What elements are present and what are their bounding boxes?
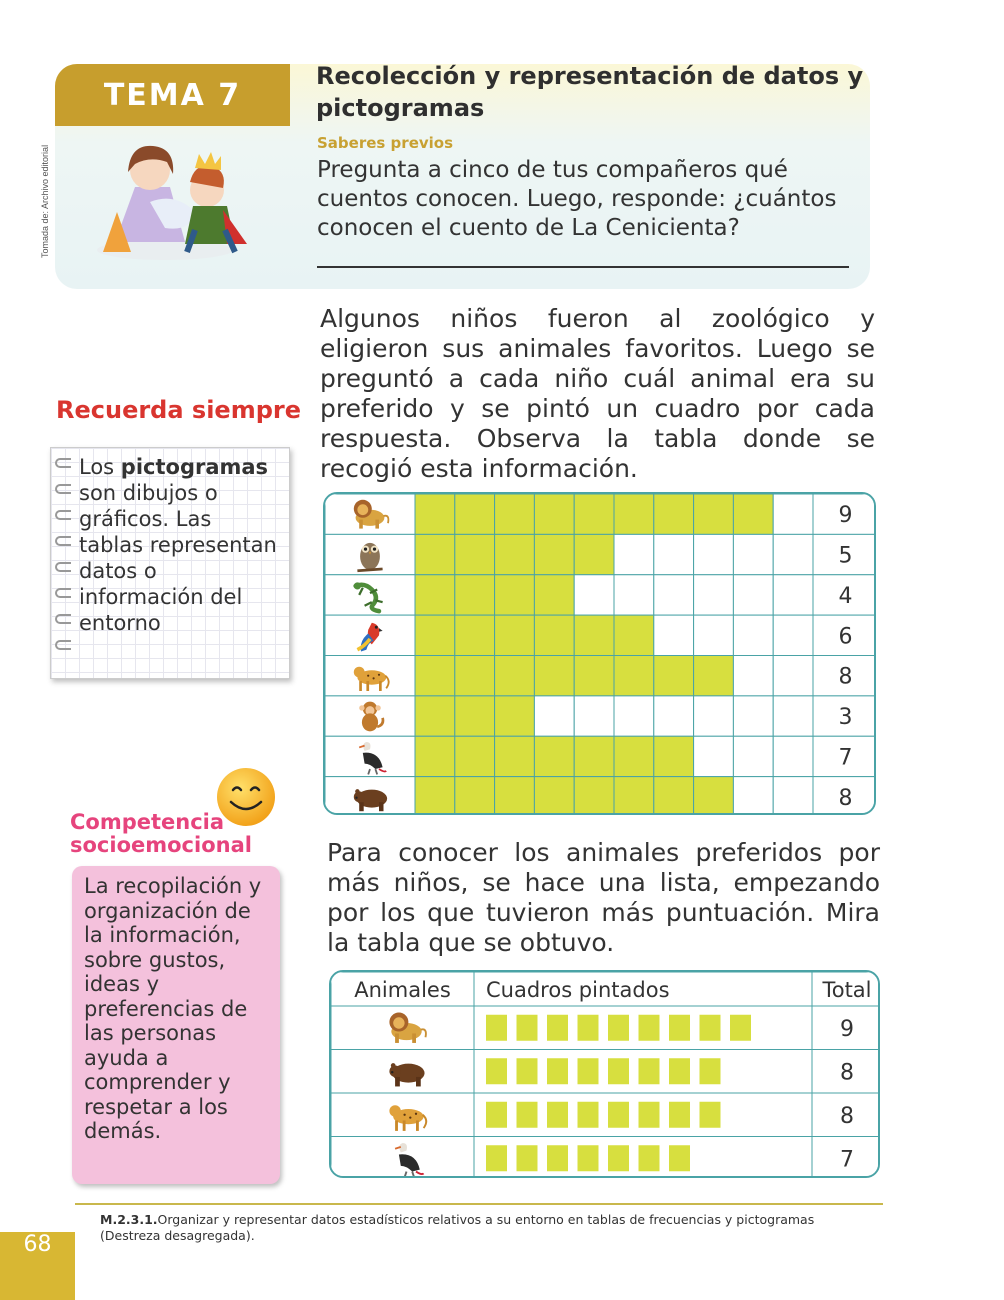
grid-cell-filled [574, 777, 614, 815]
painted-square [608, 1102, 629, 1128]
grid-cell-filled [694, 777, 734, 815]
grid-cell-filled [415, 575, 455, 615]
competencia-box: La recopilación y organización de la información, sobre gustos, ideas y preferencias de las personas ayuda a comprender y respetar a los demás. [72, 866, 280, 1184]
grid-cell-empty [773, 736, 813, 776]
painted-square [517, 1145, 538, 1171]
painted-square [700, 1102, 721, 1128]
grid-cell-empty [614, 534, 654, 574]
recuerda-keyword: pictogramas [120, 455, 269, 479]
grid-cell-empty [614, 696, 654, 736]
grid-cell-filled [654, 777, 694, 815]
grid-cell-filled [614, 736, 654, 776]
saberes-previos-label: Saberes previos [317, 134, 454, 152]
grid-cell-empty [733, 534, 773, 574]
grid-cell-empty [654, 615, 694, 655]
grid-cell-filled [534, 656, 574, 696]
painted-square [608, 1145, 629, 1171]
row-total-label: 5 [838, 543, 853, 569]
painted-square [700, 1058, 721, 1084]
grid-cell-filled [534, 494, 574, 534]
grid-cell-empty [773, 575, 813, 615]
grid-cell-filled [495, 575, 535, 615]
saberes-question: Pregunta a cinco de tus compañeros qué cuentos conocen. Luego, responde: ¿cuántos conocen el cuento de La Cenicienta? [317, 157, 837, 241]
ring-icon [55, 614, 71, 624]
lista-paragraph: Para conocer los animales preferidos por más niños, se hace una lista, empezando por los que tuvieron más puntuación. Mira la tabla que se obtuvo. [327, 838, 880, 957]
skill-code: M.2.3.1. [100, 1212, 158, 1227]
skill-description: Organizar y representar datos estadísticos relativos a su entorno en tablas de frecuencias y pictogramas (Destreza desagregada). [100, 1212, 815, 1243]
kids-illustration-icon [95, 132, 255, 262]
painted-square [669, 1145, 690, 1171]
ring-icon [55, 458, 71, 468]
painted-square [669, 1058, 690, 1084]
recuerda-text-rest: son dibujos o gráficos. Las tablas representan datos o información del entorno [79, 481, 277, 635]
grid-cell-empty [574, 575, 614, 615]
grid-cell-empty [694, 534, 734, 574]
grid-cell-filled [534, 534, 574, 574]
painted-square [486, 1015, 507, 1041]
painted-square [517, 1015, 538, 1041]
ring-icon [55, 484, 71, 494]
grid-cell-filled [733, 494, 773, 534]
grid-cell-empty [614, 575, 654, 615]
grid-cell-empty [694, 575, 734, 615]
grid-cell-filled [694, 656, 734, 696]
tally-grid-svg [325, 494, 876, 815]
painted-square [486, 1102, 507, 1128]
grid-cell-filled [495, 777, 535, 815]
grid-cell-filled [654, 736, 694, 776]
grid-cell-empty [773, 494, 813, 534]
competencia-title-line2: socioemocional [70, 833, 252, 857]
grid-cell-filled [534, 575, 574, 615]
grid-cell-filled [534, 777, 574, 815]
painted-square [639, 1102, 660, 1128]
painted-square [486, 1145, 507, 1171]
grid-cell-empty [574, 696, 614, 736]
grid-cell-empty [654, 534, 694, 574]
grid-cell-filled [455, 777, 495, 815]
painted-square [547, 1058, 568, 1084]
grid-cell-filled [495, 696, 535, 736]
row-total-label: 8 [838, 785, 853, 811]
intro-paragraph: Algunos niños fueron al zoológico y eligieron sus animales favoritos. Luego se preguntó a cada niño cuál animal era su preferido y se pintó un cuadro por cada respuesta. Observa la tabla donde se recogió esta información. [320, 304, 875, 483]
ring-icon [55, 588, 71, 598]
grid-cell-filled [574, 656, 614, 696]
painted-square [547, 1145, 568, 1171]
grid-cell-empty [733, 777, 773, 815]
grid-cell-filled [415, 534, 455, 574]
grid-cell-empty [694, 696, 734, 736]
competencia-title-line1: Competencia [70, 810, 225, 834]
tema-label: TEMA 7 [55, 64, 290, 126]
grid-cell-filled [455, 656, 495, 696]
grid-cell-filled [495, 736, 535, 776]
side-credit: Tomada de: Archivo editorial [40, 144, 50, 258]
ring-icon [55, 640, 71, 650]
painted-square [547, 1015, 568, 1041]
grid-cell-filled [614, 494, 654, 534]
painted-square [669, 1102, 690, 1128]
summary-table [329, 970, 880, 1178]
grid-cell-empty [733, 696, 773, 736]
row-total-label: 3 [838, 705, 853, 731]
recuerda-note [50, 447, 290, 679]
painted-square [669, 1015, 690, 1041]
header-label: Cuadros pintados [486, 978, 670, 1002]
grid-cell-filled [495, 656, 535, 696]
row-total-label: 7 [840, 1147, 854, 1173]
row-total-label: 9 [838, 503, 853, 529]
header-label: Total [822, 978, 872, 1002]
painted-square [608, 1015, 629, 1041]
grid-cell-empty [733, 656, 773, 696]
grid-cell-empty [773, 777, 813, 815]
grid-cell-filled [574, 494, 614, 534]
grid-cell-filled [574, 736, 614, 776]
painted-square [639, 1145, 660, 1171]
grid-cell-filled [495, 494, 535, 534]
grid-cell-empty [733, 615, 773, 655]
grid-cell-filled [455, 534, 495, 574]
answer-line[interactable] [317, 266, 849, 268]
recuerda-title: Recuerda siempre [56, 396, 302, 424]
tally-grid-table [323, 492, 876, 815]
painted-square [730, 1015, 751, 1041]
painted-square [700, 1015, 721, 1041]
painted-square [639, 1015, 660, 1041]
row-total-label: 6 [838, 624, 853, 650]
recuerda-text-start: Los [79, 455, 121, 479]
page-number: 68 [0, 1232, 75, 1300]
painted-square [517, 1058, 538, 1084]
painted-square [578, 1015, 599, 1041]
grid-cell-filled [534, 736, 574, 776]
grid-cell-filled [455, 696, 495, 736]
grid-cell-filled [455, 736, 495, 776]
row-total-label: 8 [838, 664, 853, 690]
ring-icon [55, 510, 71, 520]
competencia-title [70, 811, 252, 857]
grid-cell-filled [574, 534, 614, 574]
painted-square [578, 1058, 599, 1084]
row-total-label: 4 [838, 583, 853, 609]
grid-cell-empty [694, 736, 734, 776]
grid-cell-filled [614, 615, 654, 655]
ring-icon [55, 562, 71, 572]
summary-table-svg [331, 972, 880, 1178]
row-total-label: 8 [840, 1103, 854, 1129]
grid-cell-filled [415, 615, 455, 655]
grid-cell-filled [534, 615, 574, 655]
grid-cell-filled [455, 494, 495, 534]
grid-cell-empty [773, 656, 813, 696]
painted-square [547, 1102, 568, 1128]
grid-cell-filled [415, 777, 455, 815]
header-label: Animales [354, 978, 451, 1002]
painted-square [639, 1058, 660, 1084]
painted-square [486, 1058, 507, 1084]
grid-cell-filled [614, 656, 654, 696]
grid-cell-filled [495, 615, 535, 655]
painted-square [608, 1058, 629, 1084]
grid-cell-filled [614, 777, 654, 815]
grid-cell-filled [415, 656, 455, 696]
ring-icon [55, 536, 71, 546]
grid-cell-empty [773, 534, 813, 574]
grid-cell-empty [534, 696, 574, 736]
footer-text [100, 1212, 860, 1244]
painted-square [578, 1102, 599, 1128]
grid-cell-filled [654, 656, 694, 696]
grid-cell-empty [654, 575, 694, 615]
footer-divider [75, 1203, 883, 1205]
grid-cell-empty [773, 696, 813, 736]
grid-cell-filled [415, 696, 455, 736]
grid-cell-filled [415, 494, 455, 534]
grid-cell-empty [733, 736, 773, 776]
grid-cell-empty [733, 575, 773, 615]
grid-cell-filled [574, 615, 614, 655]
grid-cell-filled [455, 615, 495, 655]
grid-cell-filled [415, 736, 455, 776]
grid-cell-empty [694, 615, 734, 655]
grid-cell-empty [773, 615, 813, 655]
page-title: Recolección y representación de datos y pictogramas [316, 62, 864, 122]
grid-cell-filled [455, 575, 495, 615]
painted-square [517, 1102, 538, 1128]
painted-square [578, 1145, 599, 1171]
row-total-label: 8 [840, 1060, 854, 1086]
grid-cell-filled [694, 494, 734, 534]
row-total-label: 9 [840, 1016, 854, 1042]
row-total-label: 7 [838, 745, 853, 771]
grid-cell-empty [654, 696, 694, 736]
grid-cell-filled [654, 494, 694, 534]
grid-cell-filled [495, 534, 535, 574]
